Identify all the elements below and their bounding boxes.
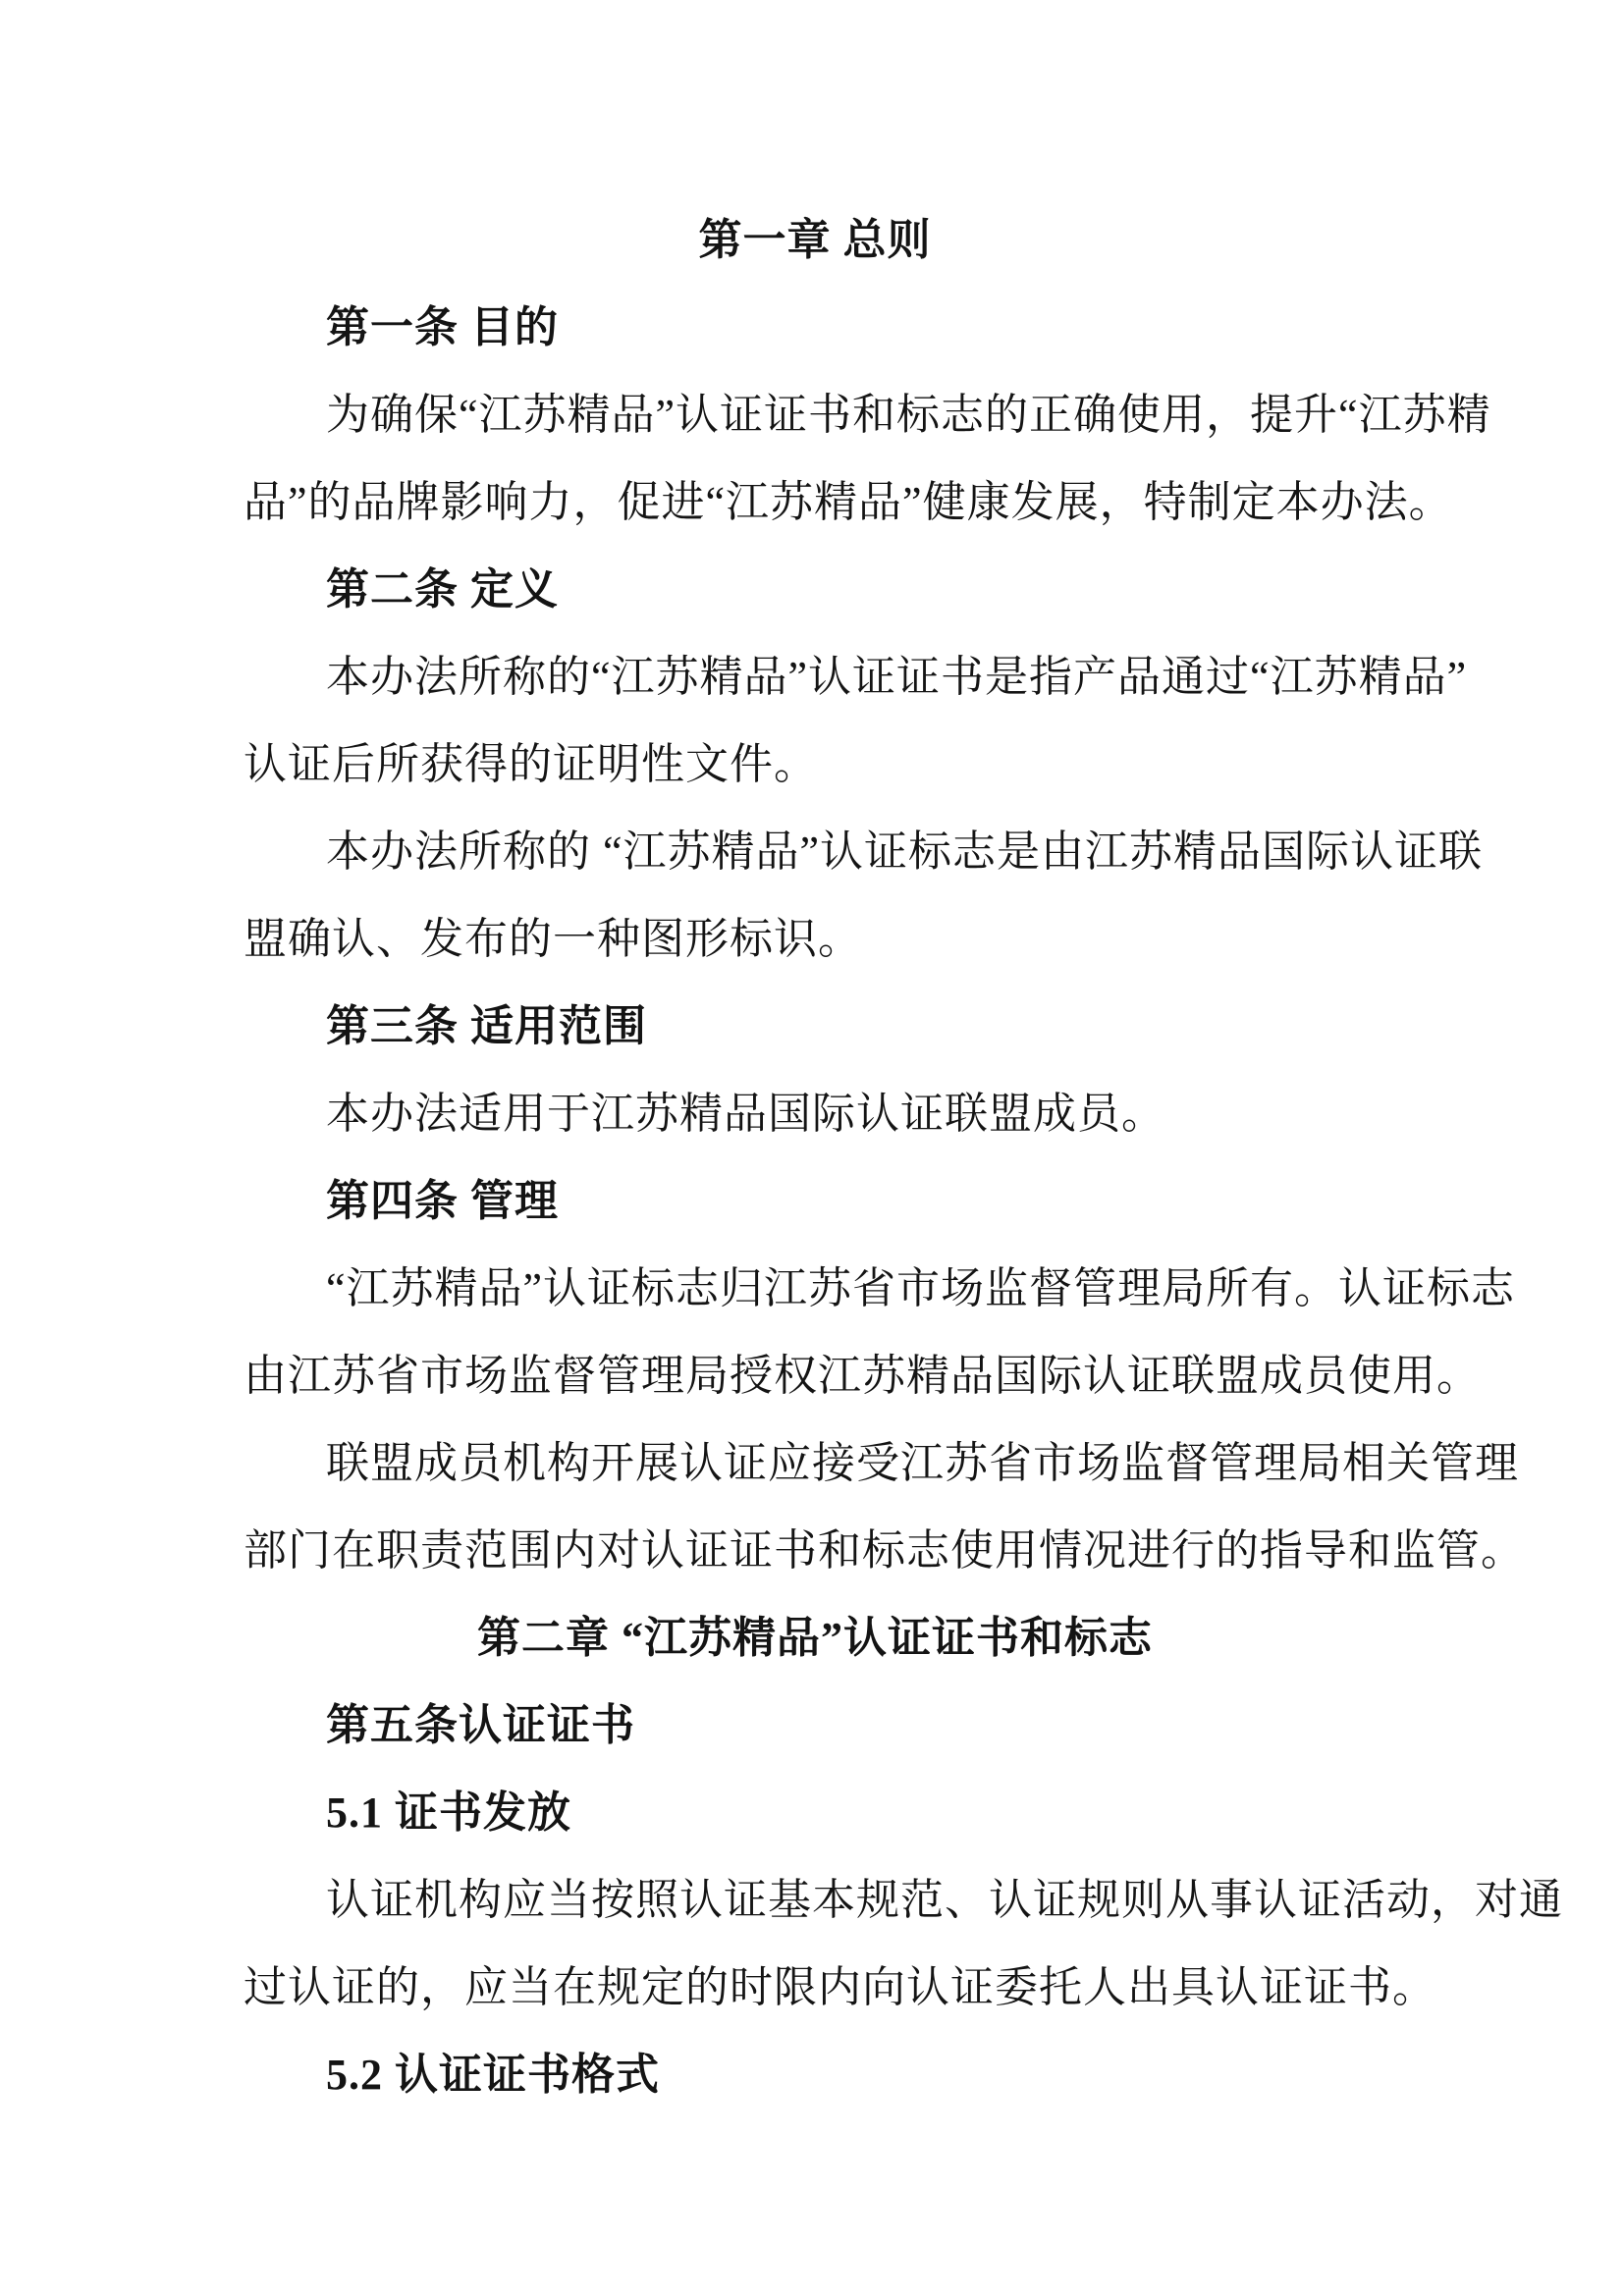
article-4-heading: 第四条 管理: [326, 1177, 559, 1225]
chapter-1-heading: 第一章 总则: [698, 216, 932, 264]
section-5-2-heading: 5.2 认证证书格式: [326, 2051, 660, 2099]
paragraph-line: 部门在职责范围内对认证证书和标志使用情况进行的指导和监管。: [244, 1526, 1525, 1575]
section-5-1-heading: 5.1 证书发放: [326, 1789, 571, 1837]
paragraph-line: 过认证的，应当在规定的时限内向认证委托人出具认证证书。: [244, 1963, 1436, 2011]
paragraph-line: 为确保“江苏精品”认证证书和标志的正确使用，提升“江苏精: [326, 391, 1491, 439]
paragraph-line: 本办法所称的“江苏精品”认证证书是指产品通过“江苏精品”: [326, 653, 1468, 701]
paragraph-line: 联盟成员机构开展认证应接受江苏省市场监督管理局相关管理: [326, 1439, 1519, 1487]
document-text-block: [244, 196, 1563, 2118]
paragraph-line: 认证后所获得的证明性文件。: [244, 740, 818, 788]
paragraph-line: 盟确认、发布的一种图形标识。: [244, 915, 862, 963]
chapter-2-heading: 第二章 “江苏精品”认证证书和标志: [477, 1614, 1153, 1662]
article-2-heading: 第二条 定义: [326, 565, 559, 614]
article-1-heading: 第一条 目的: [326, 303, 559, 351]
paragraph-line: 品”的品牌影响力，促进“江苏精品”健康发展，特制定本办法。: [244, 478, 1453, 526]
paragraph-line: 认证机构应当按照认证基本规范、认证规则从事认证活动，对通: [326, 1876, 1563, 1924]
paragraph-line: 本办法所称的 “江苏精品”认证标志是由江苏精品国际认证联: [326, 828, 1484, 876]
paragraph-line: “江苏精品”认证标志归江苏省市场监督管理局所有。认证标志: [326, 1264, 1516, 1312]
paragraph-line: 由江苏省市场监督管理局授权江苏精品国际认证联盟成员使用。: [244, 1352, 1481, 1400]
article-3-heading: 第三条 适用范围: [326, 1002, 647, 1050]
article-5-heading: 第五条认证证书: [326, 1701, 635, 1749]
paragraph-line: 本办法适用于江苏精品国际认证联盟成员。: [326, 1090, 1165, 1138]
